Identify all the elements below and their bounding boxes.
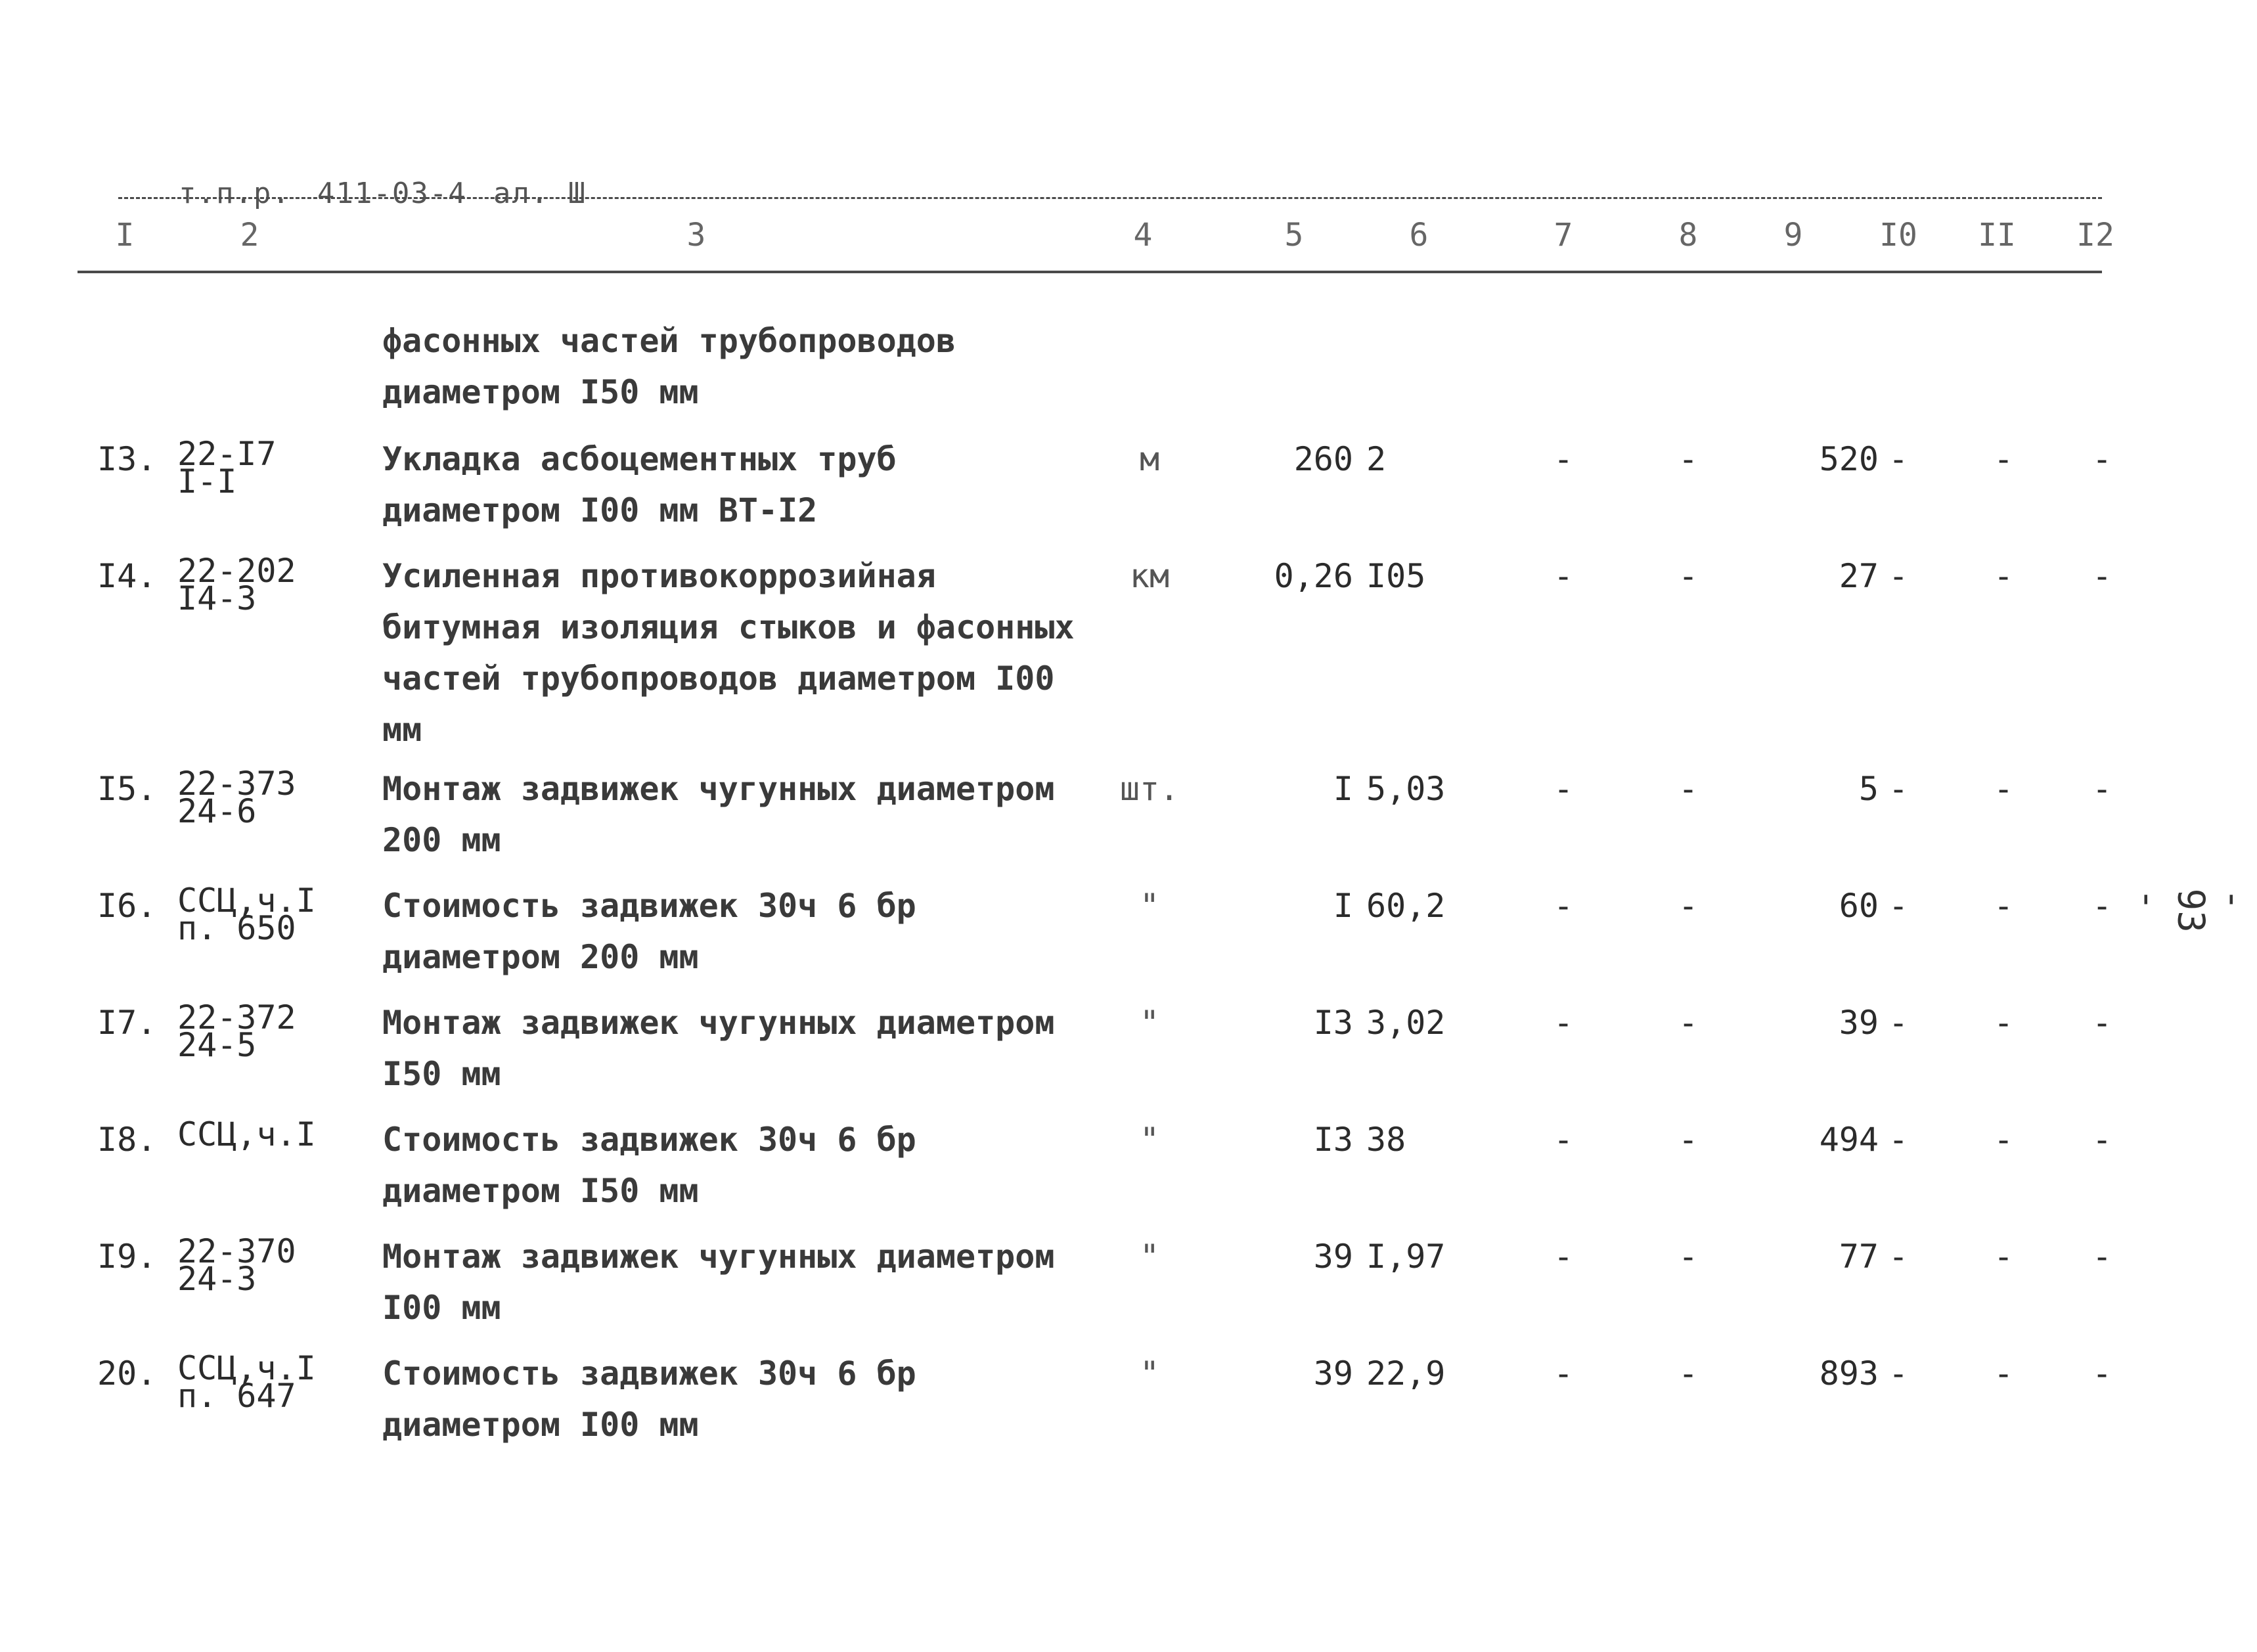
row-col8: - — [1678, 1354, 1699, 1393]
row-col7: - — [1553, 1238, 1574, 1276]
row-col9: 494 — [1819, 1121, 1879, 1159]
row-code — [177, 997, 342, 1064]
row-col7: - — [1553, 1121, 1574, 1159]
column-number-9: 9 — [1783, 217, 1803, 254]
row-col10: - — [1888, 887, 1909, 925]
row-quantity: 0,26 — [1274, 557, 1353, 595]
continuation-description: фасонных частей трубопроводов диаметром I50 мм — [382, 322, 956, 411]
row-col8: - — [1678, 1121, 1699, 1159]
column-number-5: 5 — [1284, 217, 1304, 254]
row-col7: - — [1553, 1004, 1574, 1042]
row-unit: " — [1139, 1121, 1160, 1159]
row-col7: - — [1553, 557, 1574, 595]
row-description: Усиленная противокоррозийная битумная изоляция стыков и фасонных частей трубопроводов диаметром I00 мм — [382, 557, 1075, 749]
row-col10: - — [1888, 1121, 1909, 1159]
row-code — [177, 880, 342, 947]
document-header — [104, 143, 613, 244]
row-code-line1: ССЦ,ч.I — [177, 1115, 316, 1153]
row-code — [177, 550, 342, 617]
column-number-12: I2 — [2076, 217, 2114, 254]
row-code — [177, 763, 342, 830]
row-col6: 3,02 — [1366, 1004, 1446, 1042]
row-code-line1: 22-373 — [177, 765, 296, 803]
row-col6: 38 — [1366, 1121, 1406, 1159]
header-number: 411-03-4 — [317, 177, 467, 210]
row-col10: - — [1888, 557, 1909, 595]
row-unit: м — [1139, 440, 1160, 478]
row-col6: 5,03 — [1366, 770, 1446, 808]
row-col12: - — [2091, 887, 2112, 925]
row-code-line1: 22-372 — [177, 998, 296, 1037]
row-number: I5. — [97, 770, 157, 808]
row-code-line2: I-I — [177, 462, 237, 501]
row-col11: - — [1993, 887, 2014, 925]
row-col8: - — [1678, 1004, 1699, 1042]
row-code-line1: 22-202 — [177, 552, 296, 590]
page-number: - 93 - — [2126, 888, 2255, 933]
row-col7: - — [1553, 887, 1574, 925]
column-number-8: 8 — [1678, 217, 1698, 254]
page-number-mark — [2126, 821, 2255, 979]
row-col10: - — [1888, 1238, 1909, 1276]
row-col12: - — [2091, 770, 2112, 808]
column-number-3: 3 — [686, 217, 706, 254]
row-unit: " — [1139, 1354, 1160, 1393]
row-description: Укладка асбоцементных труб диаметром I00 мм ВТ-I2 — [382, 440, 897, 529]
row-col8: - — [1678, 887, 1699, 925]
row-description: Монтаж задвижек чугунных диаметром I50 мм — [382, 1004, 1055, 1093]
row-col9: 27 — [1839, 557, 1879, 595]
row-number: I9. — [97, 1238, 157, 1276]
row-col11: - — [1993, 557, 2014, 595]
row-col6: 2 — [1366, 440, 1387, 478]
row-col10: - — [1888, 440, 1909, 478]
row-code-line2: п. 647 — [177, 1377, 296, 1415]
row-col11: - — [1993, 440, 2014, 478]
row-number: 20. — [97, 1354, 157, 1393]
row-col9: 77 — [1839, 1238, 1879, 1276]
header-album: ал. Ш — [493, 177, 587, 210]
row-code — [177, 1231, 342, 1298]
row-code-line1: ССЦ,ч.I — [177, 1349, 316, 1387]
row-code-line2: 24-3 — [177, 1260, 257, 1298]
column-number-6: 6 — [1409, 217, 1429, 254]
row-unit: " — [1139, 1238, 1160, 1276]
row-col8: - — [1678, 557, 1699, 595]
row-col6: 22,9 — [1366, 1354, 1446, 1393]
header-bottom-rule — [78, 271, 2102, 273]
row-number: I7. — [97, 1004, 157, 1042]
row-code-line1: ССЦ,ч.I — [177, 882, 316, 920]
row-col10: - — [1888, 770, 1909, 808]
column-number-2: 2 — [240, 217, 259, 254]
row-col9: 39 — [1839, 1004, 1879, 1042]
row-col11: - — [1993, 1238, 2014, 1276]
row-col8: - — [1678, 440, 1699, 478]
row-code-line1: 22-I7 — [177, 435, 277, 473]
row-description: Стоимость задвижек 30ч 6 бр диаметром 200 мм — [382, 887, 916, 976]
row-number: I4. — [97, 557, 157, 595]
row-col11: - — [1993, 1121, 2014, 1159]
column-number-10: I0 — [1879, 217, 1917, 254]
row-quantity: 39 — [1313, 1354, 1353, 1393]
row-number: I6. — [97, 887, 157, 925]
row-quantity: 260 — [1293, 440, 1353, 478]
column-number-4: 4 — [1133, 217, 1153, 254]
row-col8: - — [1678, 770, 1699, 808]
row-unit: шт. — [1119, 770, 1180, 808]
row-description: Стоимость задвижек 30ч 6 бр диаметром I50 мм — [382, 1121, 916, 1210]
row-col7: - — [1553, 770, 1574, 808]
header-series: т.п.р. — [178, 177, 291, 210]
row-code-line2: 24-6 — [177, 792, 257, 830]
row-col7: - — [1553, 440, 1574, 478]
row-col11: - — [1993, 770, 2014, 808]
row-col11: - — [1993, 1354, 2014, 1393]
row-quantity: I — [1333, 887, 1353, 925]
header-top-rule — [118, 197, 2102, 199]
row-code-line2: I4-3 — [177, 579, 257, 617]
row-col12: - — [2091, 1004, 2112, 1042]
row-code-line1: 22-370 — [177, 1232, 296, 1270]
row-quantity: I — [1333, 770, 1353, 808]
row-col6: 60,2 — [1366, 887, 1446, 925]
row-code — [177, 1114, 342, 1153]
column-number-1: I — [115, 217, 135, 254]
row-quantity: I3 — [1313, 1121, 1353, 1159]
row-col12: - — [2091, 440, 2112, 478]
row-description: Монтаж задвижек чугунных диаметром 200 мм — [382, 770, 1055, 859]
row-col9: 60 — [1839, 887, 1879, 925]
row-number: I3. — [97, 440, 157, 478]
column-number-11: II — [1978, 217, 2016, 254]
row-col6: I,97 — [1366, 1238, 1446, 1276]
row-unit: км — [1129, 557, 1170, 595]
row-col10: - — [1888, 1004, 1909, 1042]
row-col12: - — [2091, 557, 2112, 595]
row-code — [177, 434, 342, 501]
row-unit: " — [1139, 887, 1160, 925]
row-col8: - — [1678, 1238, 1699, 1276]
row-col9: 893 — [1819, 1354, 1879, 1393]
row-col9: 5 — [1858, 770, 1879, 808]
row-col12: - — [2091, 1354, 2112, 1393]
row-col9: 520 — [1819, 440, 1879, 478]
column-number-7: 7 — [1553, 217, 1573, 254]
row-col12: - — [2091, 1238, 2112, 1276]
row-number: I8. — [97, 1121, 157, 1159]
row-col12: - — [2091, 1121, 2112, 1159]
row-description: Монтаж задвижек чугунных диаметром I00 мм — [382, 1238, 1055, 1327]
row-code — [177, 1348, 342, 1415]
row-unit: " — [1139, 1004, 1160, 1042]
row-col6: I05 — [1366, 557, 1426, 595]
row-code-line2: п. 650 — [177, 909, 296, 947]
row-quantity: 39 — [1313, 1238, 1353, 1276]
row-col7: - — [1553, 1354, 1574, 1393]
row-description: Стоимость задвижек 30ч 6 бр диаметром I00 мм — [382, 1354, 916, 1444]
row-col10: - — [1888, 1354, 1909, 1393]
row-col11: - — [1993, 1004, 2014, 1042]
row-quantity: I3 — [1313, 1004, 1353, 1042]
row-code-line2: 24-5 — [177, 1026, 257, 1064]
